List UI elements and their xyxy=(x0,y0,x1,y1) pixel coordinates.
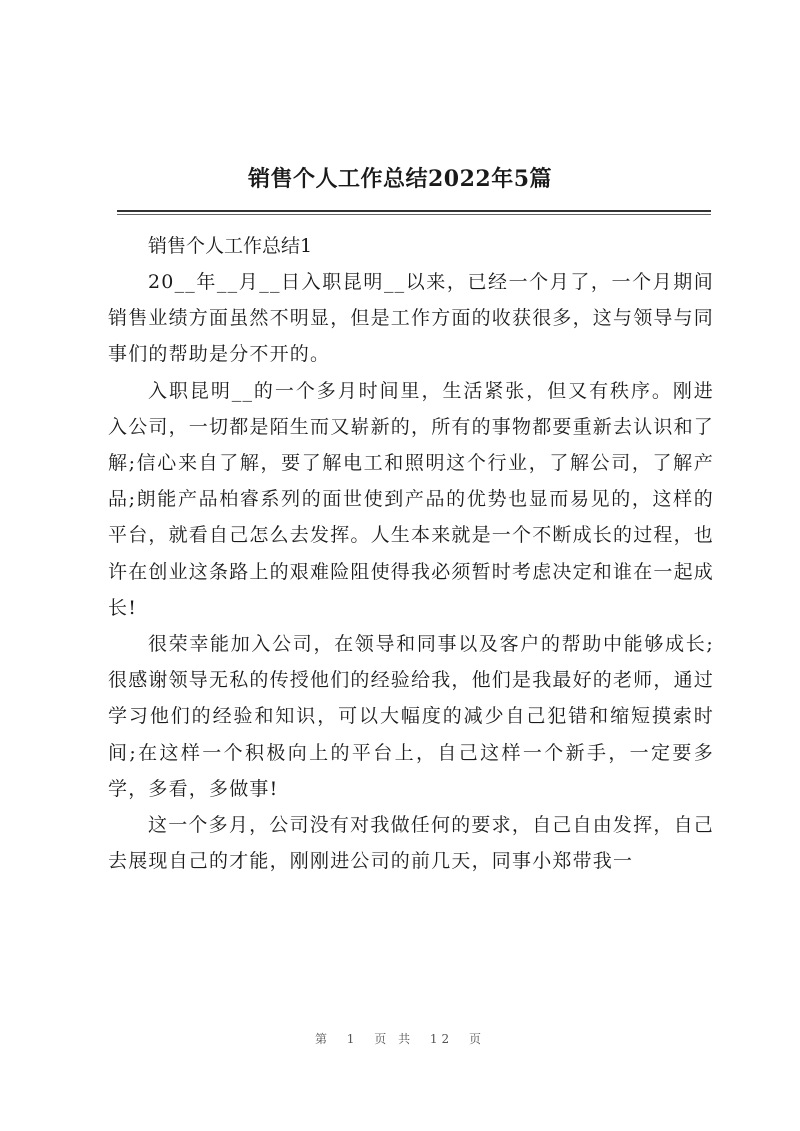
paragraph-3: 很荣幸能加入公司，在领导和同事以及客户的帮助中能够成长;很感谢领导无私的传授他们的经验给我，他们是我最好的老师，通过学习他们的经验和知识，可以大幅度的减少自己犯错和缩短摸索时间;在这样一个积极向上的平台上，自己这样一个新手，一定要多学，多看，多做事! xyxy=(108,633,715,800)
document-title: 销售个人工作总结2022年5篇 xyxy=(247,166,553,192)
paragraph-4: 这一个多月，公司没有对我做任何的要求，自己自由发挥，自己去展现自己的才能，刚刚进公司的前几天，同事小郑带我一 xyxy=(108,814,714,873)
footer-prefix: 第 xyxy=(314,1032,331,1046)
footer-total-pages: 12 xyxy=(429,1032,454,1046)
footer-suffix: 页 xyxy=(469,1032,486,1046)
title-divider xyxy=(117,210,711,212)
section-heading: 销售个人工作总结1 xyxy=(148,235,313,257)
footer-middle: 页 共 xyxy=(374,1032,415,1046)
footer-current-page: 1 xyxy=(346,1032,359,1046)
page-footer xyxy=(0,1030,800,1047)
paragraph-2: 入职昆明__的一个多月时间里，生活紧张，但又有秩序。刚进入公司，一切都是陌生而又崭新的，所有的事物都要重新去认识和了解;信心来自了解，要了解电工和照明这个行业，了解公司，了解产品;朗能产品柏睿系列的面世使到产品的优势也显而易见的，这样的平台，就看自己怎么去发挥。人生本来就是一个不断成长的过程，也许在创业这条路上的艰难险阻使得我必须暂时考虑决定和谁在一起成长! xyxy=(108,379,715,619)
paragraph-1: 20__年__月__日入职昆明__以来，已经一个月了，一个月期间销售业绩方面虽然不明显，但是工作方面的收获很多，这与领导与同事们的帮助是分不开的。 xyxy=(108,271,715,366)
document-body xyxy=(108,228,714,879)
title-divider-thin xyxy=(117,214,711,215)
